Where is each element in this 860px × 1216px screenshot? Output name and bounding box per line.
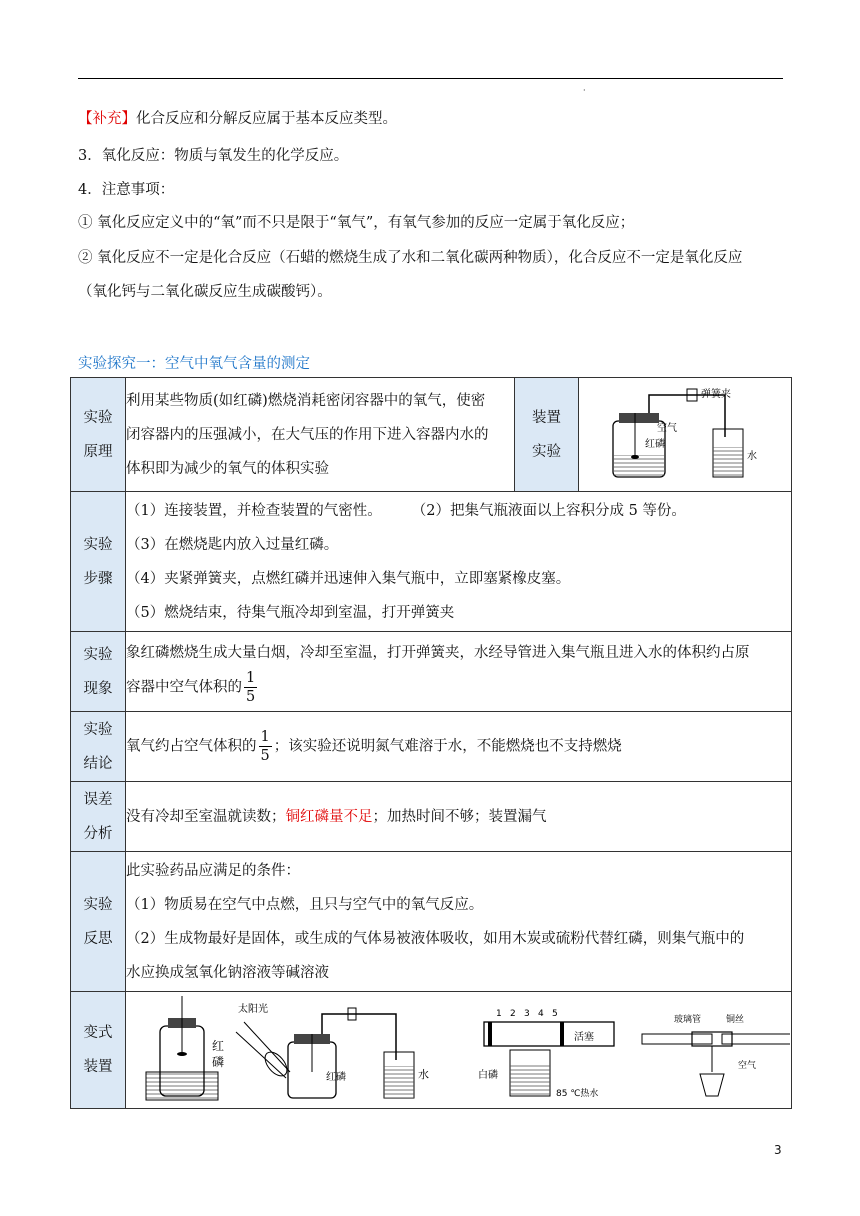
row-phenomenon [71,632,792,712]
item-4: 4．注意事项： [78,182,175,198]
label-variants: 变式 装置 [71,992,126,1109]
label-phosphorus: 红磷 [645,438,665,450]
v3-scale-2: 2 [510,1009,516,1019]
item-3: 3．氧化反应：物质与氧发生的化学反应。 [78,148,349,164]
v3-scale-1: 1 [496,1009,502,1019]
note-1: ① 氧化反应定义中的“氧”而不只是限于“氧气”，有氧气参加的反应一定属于氧化反应； [78,215,635,231]
variants-diagrams [126,992,792,1109]
steps-text: （1）连接装置，并检查装置的气密性。 （2）把集气瓶液面以上容积分成 5 等份。 （3）在燃烧匙内放入过量红磷。 （4）夹紧弹簧夹，点燃红磷并迅速伸入集气瓶中，立即塞紧橡皮塞。 （5）燃烧结束，待集气瓶冷却到室温，打开弹簧夹 [126,492,792,632]
v3-label-piston: 活塞 [574,1032,594,1043]
v3-label-white: 白磷 [478,1070,498,1081]
row-steps [71,492,792,632]
supplement-text: 化合反应和分解反应属于基本反应类型。 [136,111,397,127]
principle-text: 利用某些物质(如红磷)燃烧消耗密闭容器中的氧气，使密 闭容器内的压强减小，在大气压的作用下进入容器内水的 体积即为减少的氧气的体积实验 [126,378,515,492]
row-error [71,782,792,852]
row-conclusion [71,712,792,782]
supplement-line [78,109,790,129]
v4-label-copper: 铜丝 [726,1015,745,1025]
label-error: 误差 分析 [71,782,126,852]
v3-scale-3: 3 [524,1009,530,1019]
variant-2-diagram [236,1002,429,1098]
phenomenon-text: 象红磷燃烧生成大量白烟，冷却至室温，打开弹簧夹，水经导管进入集气瓶且进入水的体积约占原 容器中空气体积的 $\frac{1}{5}$ [126,632,792,712]
v4-label-glass: 玻璃管 [674,1015,702,1025]
error-text: 没有冷却至室温就读数；铜红磷量不足；加热时间不够；装置漏气 [126,782,792,852]
label-reflection: 实验 反思 [71,852,126,992]
v4-label-air: 空气 [738,1061,757,1071]
v2-label-phos: 红磷 [326,1072,346,1083]
v3-scale-5: 5 [552,1009,558,1019]
v3-label-hot: 85 ℃热水 [556,1089,599,1099]
v3-scale-4: 4 [538,1009,544,1019]
label-apparatus: 装置 实验 [515,378,579,492]
label-air: 空气 [657,422,677,434]
apparatus-diagram [579,378,792,492]
variant-1-diagram [146,996,224,1100]
header-rule [78,78,783,79]
row-reflection [71,852,792,992]
v2-label-sun: 太阳光 [238,1004,268,1015]
variant-3-diagram [478,1009,614,1099]
page-number: 3 [774,1143,782,1157]
note-2-line-1: ② 氧化反应不一定是化合反应（石蜡的燃烧生成了水和二氧化碳两种物质），化合反应不一定是氧化反应 [78,250,743,266]
row-variants [71,992,792,1109]
supplement-tag: 【补充】 [78,111,136,127]
v2-label-water: 水 [418,1068,429,1081]
label-water: 水 [747,450,757,462]
note-2-line-2: （氧化钙与二氧化碳反应生成碳酸钙）。 [78,284,332,300]
reflection-text: 此实验药品应满足的条件： （1）物质易在空气中点燃，且只与空气中的氧气反应。 （2）生成物最好是固体，或生成的气体易被液体吸收，如用木炭或硫粉代替红磷，则集气瓶中的 水应换成氢氧化钠溶液等碱溶液 [126,852,792,992]
v1-label-lin: 磷 [212,1055,225,1069]
label-principle: 实验 原理 [71,378,126,492]
label-steps: 实验 步骤 [71,492,126,632]
v1-label-hong: 红 [212,1039,225,1053]
section-title: 实验探究一：空气中氧气含量的测定 [78,356,310,372]
header-dot: · [583,86,586,95]
experiment-table [70,377,792,1109]
row-principle [71,378,792,492]
label-clip: 弹簧夹 [701,388,731,400]
label-phenomenon: 实验 现象 [71,632,126,712]
fraction-one-fifth: $\frac{1}{5}$ [260,729,270,764]
fraction-one-fifth: $\frac{1}{5}$ [246,670,256,705]
label-conclusion: 实验 结论 [71,712,126,782]
variant-4-diagram [642,1013,790,1096]
conclusion-text: 氧气约占空气体积的 $\frac{1}{5}$ ；该实验还说明氮气难溶于水，不能燃烧也不支持燃烧 [126,712,792,782]
